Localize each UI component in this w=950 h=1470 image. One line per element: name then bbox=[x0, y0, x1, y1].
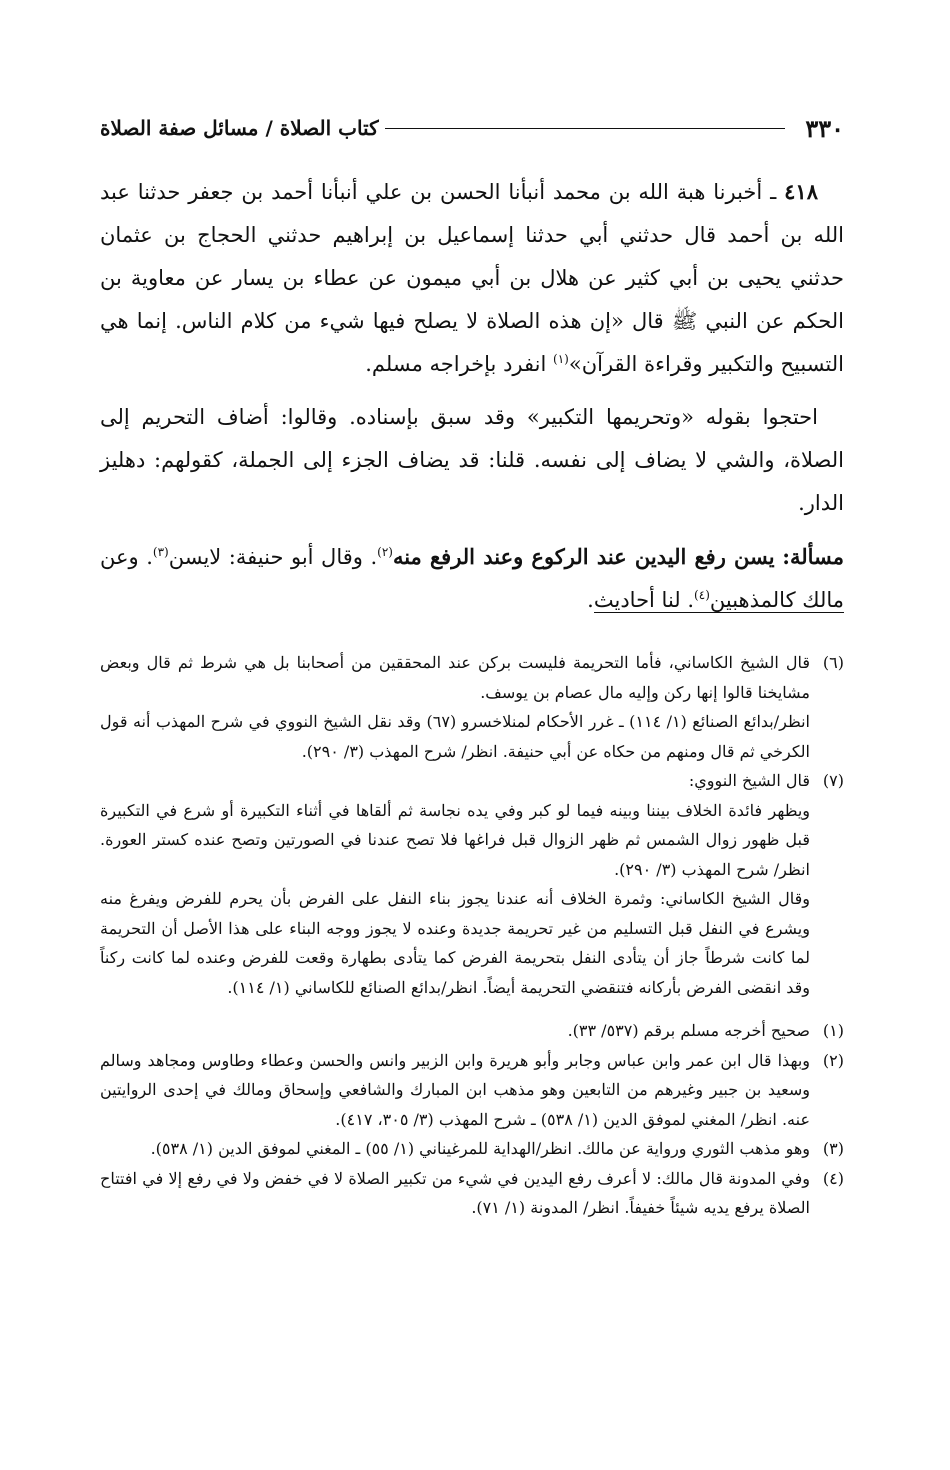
footnote-paragraph: وفي المدونة قال مالك: لا أعرف رفع اليدين في شيء من تكبير الصلاة لا في خفض ولا في رفع إلا في افتتاح الصلاة يرفع يديه شيئاً خفيفاً. انظر/ المدونة (١/ ٧١). bbox=[100, 1168, 810, 1217]
masala-abu-hanifa: . وقال أبو حنيفة: لايسن bbox=[168, 545, 378, 569]
page-header bbox=[100, 108, 844, 148]
masala-malik: . وعن مالك كالمذهبين bbox=[100, 545, 844, 612]
footnote-number: (١) bbox=[822, 1021, 844, 1040]
hadith-text: ـ أخبرنا هبة الله بن محمد أنبأنا الحسن بن علي أنبأنا أحمد بن جعفر حدثنا عبد الله بن أحمد قال حدثني أبي حدثنا إسماعيل بن إبراهيم حدثني الحجاج بن عثمان حدثني يحيى بن أبي كثير عن هلال بن أبي ميمون عن عطاء بن يسار عن معاوية بن الحكم عن النبي ﷺ قال «إن هذه الصلاة لا يصلح فيها شيء من كلام الناس. إنما هي التسبيح والتكبير وقراءة القرآن» bbox=[100, 180, 844, 376]
running-title: كتاب الصلاة / مسائل صفة الصلاة bbox=[100, 116, 379, 140]
footnote-number: (٤) bbox=[822, 1168, 844, 1188]
footnote-ref: (١) bbox=[553, 352, 569, 366]
footnote bbox=[100, 648, 844, 766]
footnote-body bbox=[100, 1046, 810, 1135]
footnote-number: (٢) bbox=[822, 1050, 844, 1070]
footnotes-continued bbox=[100, 648, 844, 1002]
footnote-ref: (٣) bbox=[152, 545, 169, 559]
footnote-number: (٦) bbox=[822, 653, 844, 672]
footnote-body bbox=[100, 1134, 810, 1164]
footnote-body bbox=[100, 1164, 810, 1223]
footnote-body bbox=[100, 766, 810, 1002]
masala-paragraph bbox=[100, 535, 844, 622]
main-text bbox=[100, 170, 844, 632]
footnotes-current bbox=[100, 1016, 844, 1223]
footnote-paragraph: وقال الشيخ الكاساني: وثمرة الخلاف أنه عندنا يجوز بناء النفل على الفرض بأن يحرم للفرض ويفرغ منه ويشرع في النفل قبل التسليم من غير تحريمة جديدة وعنده لا يجوز ووجه البناء على هذا الأصل أن التحريمة لما كانت شرطاً جاز أن يتأدى النفل بتحريمة الفرض كما يتأدى بطهارة وقعت للفرض وعنده لما كانت ركناً وقد انقضى الفرض بأركانه فتنقضي التحريمة أيضاً. انظر/بدائع الصنائع للكاساني (١/ ١١٤). bbox=[100, 889, 810, 997]
footnote bbox=[100, 1046, 844, 1135]
footnote-separator bbox=[594, 612, 844, 613]
footnotes bbox=[100, 648, 844, 1223]
header-rule bbox=[385, 128, 786, 129]
masala-end: . لنا أحاديث. bbox=[587, 588, 695, 612]
footnote bbox=[100, 1134, 844, 1164]
footnote-paragraph: قال الشيخ الكاساني، فأما التحريمة فليست بركن عند المحققين من أصحابنا بل هي شرط ثم قال وبعض مشايخنا قالوا إنها ركن وإليه مال عصام بن يوسف. bbox=[100, 653, 810, 702]
footnote bbox=[100, 1164, 844, 1223]
hadith-number: ٤١٨ bbox=[784, 179, 818, 204]
hadith-tail: انفرد بإخراجه مسلم. bbox=[365, 352, 547, 376]
footnote-paragraph: وهو مذهب الثوري ورواية عن مالك. انظر/الهداية للمرغيناني (١/ ٥٥) ـ المغني لموفق الدين (١/ ٥٣٨). bbox=[150, 1139, 810, 1158]
footnote bbox=[100, 1016, 844, 1046]
footnote-paragraph: وبهذا قال ابن عمر وابن عباس وجابر وأبو هريرة وابن الزبير وانس والحسن وعطاء وطاوس ومجاهد وسالم وسعيد بن جبير وغيرهم من التابعين وهو مذهب ابن المبارك والشافعي وإسحاق ومالك في إحدى الروايتين عنه. انظر/ المغني لموفق الدين (١/ ٥٣٨) ـ شرح المهذب (٣/ ٣٠٥، ٤١٧). bbox=[100, 1050, 810, 1129]
footnote-paragraph: انظر/بدائع الصنائع (١/ ١١٤) ـ غرر الأحكام لمنلاخسرو (٦٧) وقد نقل الشيخ النووي في شرح المهذب أنه قول الكرخي ثم قال ومنهم من حكاه عن أبي حنيفة. انظر/ شرح المهذب (٣/ ٢٩٠). bbox=[100, 712, 810, 761]
footnote-gap bbox=[100, 1002, 844, 1016]
masala-label: مسألة: bbox=[782, 544, 844, 569]
footnote bbox=[100, 766, 844, 1002]
footnote-paragraph: ويظهر فائدة الخلاف بيننا وبينه فيما لو كبر وفي يده نجاسة ثم ألقاها في أثناء التكبيرة أو شرع في التكبيرة قبل ظهور زوال الشمس ثم ظهر الزوال قبل فراغها فلا تصح عندنا في الصورتين وتصح عنده كستر العورة. انظر/ شرح المهذب (٣/ ٢٩٠). bbox=[100, 800, 810, 879]
footnote-paragraph: صحيح أخرجه مسلم برقم (٥٣٧/ ٣٣). bbox=[567, 1021, 810, 1040]
hadith-paragraph bbox=[100, 170, 844, 386]
footnote-ref: (٤) bbox=[694, 588, 710, 602]
footnote-paragraph: قال الشيخ النووي: bbox=[688, 771, 810, 790]
footnote-body bbox=[100, 1016, 810, 1046]
footnote-body bbox=[100, 648, 810, 766]
page-number: ٣٣٠ bbox=[805, 113, 844, 143]
footnote-number: (٣) bbox=[822, 1139, 844, 1158]
footnote-ref: (٢) bbox=[377, 545, 393, 559]
argument-paragraph: احتجوا بقوله «وتحريمها التكبير» وقد سبق بإسناده. وقالوا: أضاف التحريم إلى الصلاة، والشي لا يضاف إلى نفسه. قلنا: قد يضاف الجزء إلى الجملة، كقولهم: دهليز الدار. bbox=[100, 405, 844, 515]
footnote-number: (٧) bbox=[822, 771, 844, 790]
masala-text: يسن رفع اليدين عند الركوع وعند الرفع منه bbox=[392, 544, 775, 569]
